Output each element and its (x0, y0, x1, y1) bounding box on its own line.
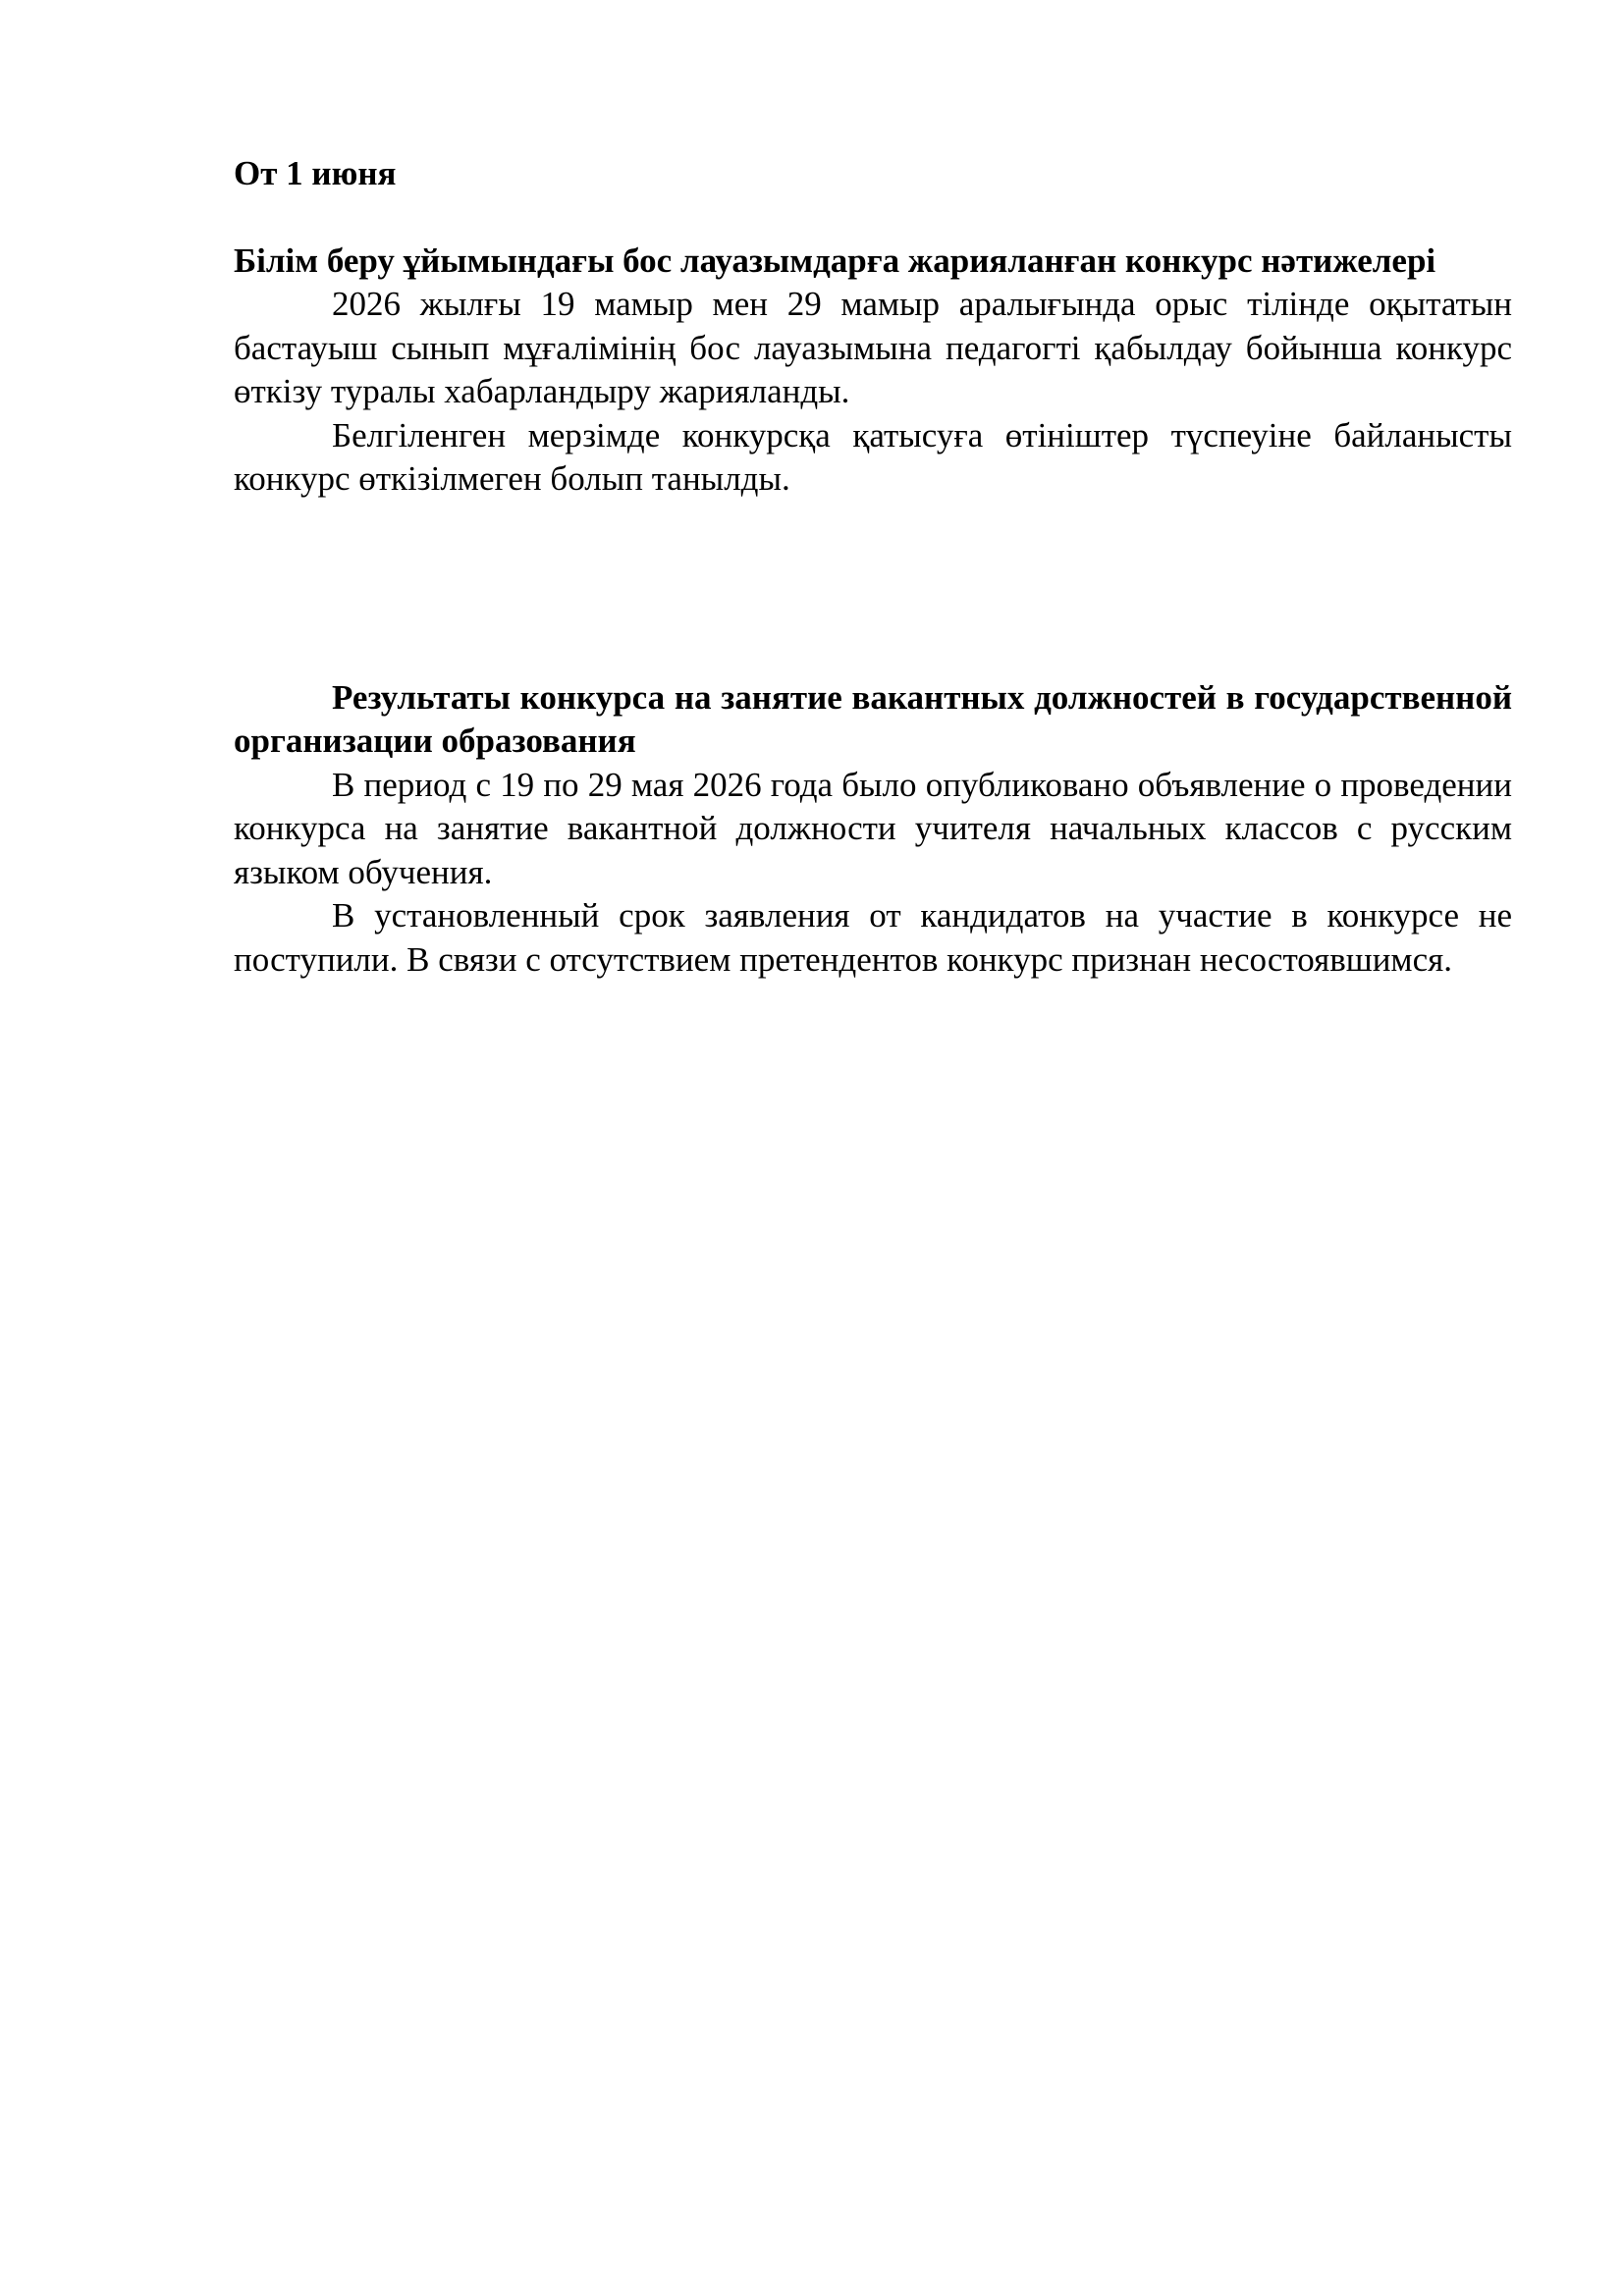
kazakh-paragraph-1: 2026 жылғы 19 мамыр мен 29 мамыр аралығында орыс тілінде оқытатын бастауыш сынып мұғалімінің бос лауазымына педагогті қабылдау бойынша конкурс өткізу туралы хабарландыру жарияланды. (234, 285, 1512, 410)
spacer (234, 196, 1512, 240)
russian-paragraph-2: В установленный срок заявления от кандидатов на участие в конкурсе не поступили. В связи с отсутствием претендентов конкурс признан несостоявшимся. (234, 896, 1512, 979)
kazakh-section (234, 240, 1512, 502)
document-date: От 1 июня (234, 154, 397, 192)
document-body (234, 152, 1512, 982)
russian-section (234, 676, 1512, 983)
kazakh-paragraph-2: Белгіленген мерзімде конкурсқа қатысуға өтініштер түспеуіне байланысты конкурс өткізілмеген болып танылды. (234, 415, 1512, 498)
russian-paragraph-1: В период с 19 по 29 мая 2026 года было опубликовано объявление о проведении конкурса на занятие вакантной должности учителя начальных классов с русским языком обучения. (234, 765, 1512, 891)
kazakh-title: Білім беру ұйымындағы бос лауазымдарға жарияланған конкурс нәтижелері (234, 240, 1436, 280)
russian-title: Результаты конкурса на занятие вакантных должностей в государственной организации образования (234, 677, 1512, 760)
section-gap (234, 502, 1512, 676)
